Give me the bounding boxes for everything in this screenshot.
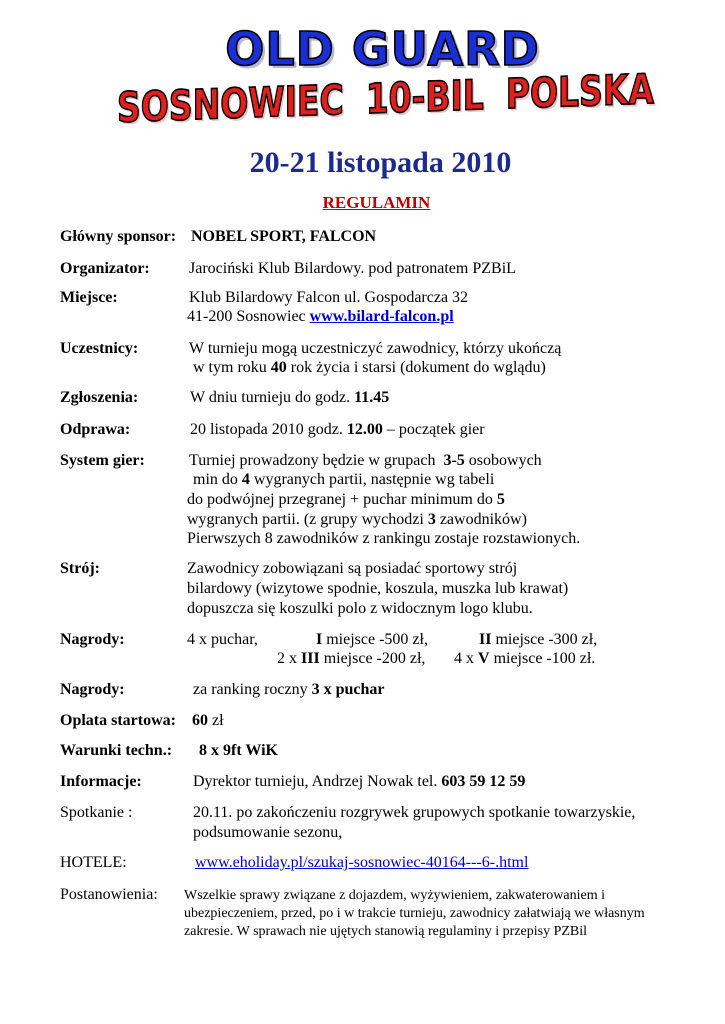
organizator-label: Organizator: [60,260,150,277]
system-l1-c: osobowych [468,452,542,469]
uczestnicy-line1: W turnieju mogą uczestniczyć zawodnicy, którzy ukończą [189,340,562,357]
uczestnicy-age: 40 [270,359,287,376]
zgloszenia-value [190,388,389,408]
zgloszenia-time: 11.45 [354,389,390,406]
odprawa-label: Odprawa: [60,421,131,438]
subtitle-game: 10-BIL [365,70,484,124]
nagrody-ranking-value [193,680,385,700]
zgloszenia-label: Zgłoszenia: [60,389,139,406]
nagrody-third-roman: III [301,650,320,667]
regulamin-heading: REGULAMIN [322,193,431,212]
stroj-label: Strój: [60,560,100,577]
miejsce-line2 [187,307,454,327]
miejsce-line1: Klub Bilardowy Falcon ul. Gospodarcza 32 [189,289,469,306]
system-double-elim-wins: 5 [496,491,505,508]
uczestnicy-line2-a: w tym roku [193,359,267,376]
nagrody-third-text: miejsce -200 zł, [323,650,426,667]
odprawa-time: 12.00 [346,421,383,438]
nagrody-third-count: 2 x [277,650,297,667]
nagrody-cups: 4 x puchar, [187,631,258,648]
organizator-value: Jarociński Klub Bilardowy. pod patronatem PZBiL [189,260,516,277]
nagrody-fifth-roman: V [478,650,490,667]
sponsor-value: NOBEL SPORT, FALCON [191,228,377,245]
nagrody-second-place [479,630,597,650]
system-min-wins: 4 [241,471,250,488]
nagrody-first-roman: I [316,631,323,648]
informacje-phone: 603 59 12 59 [441,773,526,790]
nagrody-first-text: miejsce -500 zł, [326,631,428,648]
nagrody-fifth-place [454,649,595,669]
postanowienia-label: Postanowienia: [60,886,158,903]
system-line3 [187,490,505,510]
miejsce-label: Miejsce: [60,289,118,306]
zgloszenia-text: W dniu turnieju do godz. [190,389,351,406]
system-line2 [193,470,494,490]
system-label: System gier: [60,452,145,469]
informacje-value [193,772,525,792]
oplata-amount: 60 [192,712,208,729]
system-advancing: 3 [427,511,436,528]
odprawa-value [190,420,485,440]
nagrody-second-text: miejsce -300 zł, [495,631,598,648]
nagrody-fifth-text: miejsce -100 zł. [493,650,596,667]
club-website-link[interactable]: www.bilard-falcon.pl [309,308,454,325]
system-l3-a: do podwójnej przegranej + puchar minimum do [187,491,493,508]
uczestnicy-line2 [193,358,546,378]
subtitle-country: POLSKA [505,64,654,119]
system-l1-a: Turniej prowadzony będzie w grupach [189,452,436,469]
spotkanie-line2: podsumowanie sezonu, [193,824,343,841]
system-l4-a: wygranych partii. (z grupy wychodzi [187,511,424,528]
nagrody-ranking-text: za ranking roczny [193,681,308,698]
sponsor-label: Główny sponsor: [60,228,177,245]
miejsce-city: 41-200 Sosnowiec [187,308,306,325]
hotele-label: HOTELE: [60,854,127,871]
warunki-label: Warunki techn.: [60,742,173,759]
postanowienia-line3: zakresie. W sprawach nie ujętych stanowią regulaminy i przepisy PZBil [184,924,588,939]
system-group-size: 3-5 [443,452,465,469]
title-old-guard: OLD GUARD [225,22,540,76]
nagrody-label: Nagrody: [60,631,125,648]
system-l4-c: zawodników) [439,511,527,528]
system-line5: Pierwszych 8 zawodników z rankingu zostaje rozstawionych. [187,530,581,547]
stroj-line2: bilardowy (wizytowe spodnie, koszula, muszka lub krawat) [187,580,569,597]
oplata-value [192,711,224,731]
nagrody-ranking-cups: 3 x puchar [311,681,385,698]
odprawa-text-b: – początek gier [386,421,485,438]
informacje-text: Dyrektor turnieju, Andrzej Nowak tel. [193,773,438,790]
nagrody-fifth-count: 4 x [454,650,474,667]
hotels-link[interactable]: www.eholiday.pl/szukaj-sosnowiec-40164---6-.html [195,854,529,871]
nagrody-ranking-label: Nagrody: [60,681,125,698]
uczestnicy-label: Uczestnicy: [60,340,139,357]
informacje-label: Informacje: [60,773,142,790]
stroj-line3: dopuszcza się koszulki polo z widocznym logo klubu. [187,600,533,617]
event-date: 20-21 listopada 2010 [249,146,512,179]
system-l2-a: min do [193,471,238,488]
nagrody-third-place [277,649,425,669]
oplata-unit: zł [212,712,224,729]
postanowienia-line1: Wszelkie sprawy związane z dojazdem, wyżywieniem, zakwaterowaniem i [184,888,605,903]
system-l2-c: wygranych partii, następnie wg tabeli [253,471,495,488]
oplata-label: Oplata startowa: [60,712,176,729]
postanowienia-line2: ubezpieczeniem, przed, po i w trakcie turnieju, zawodnicy załatwiają we własnym [184,906,645,921]
subtitle-city: SOSNOWIEC [117,75,344,132]
stroj-line1: Zawodnicy zobowiązani są posiadać sportowy strój [187,560,518,577]
odprawa-text-a: 20 listopada 2010 godz. [190,421,343,438]
spotkanie-line1: 20.11. po zakończeniu rozgrywek grupowych spotkanie towarzyskie, [193,804,636,821]
uczestnicy-line2-c: rok życia i starsi (dokument do wglądu) [290,359,546,376]
nagrody-first-place [316,630,428,650]
spotkanie-label: Spotkanie : [60,804,133,821]
system-line1 [189,451,542,471]
warunki-value: 8 x 9ft WiK [199,742,278,759]
nagrody-second-roman: II [479,631,492,648]
system-line4 [187,510,527,530]
